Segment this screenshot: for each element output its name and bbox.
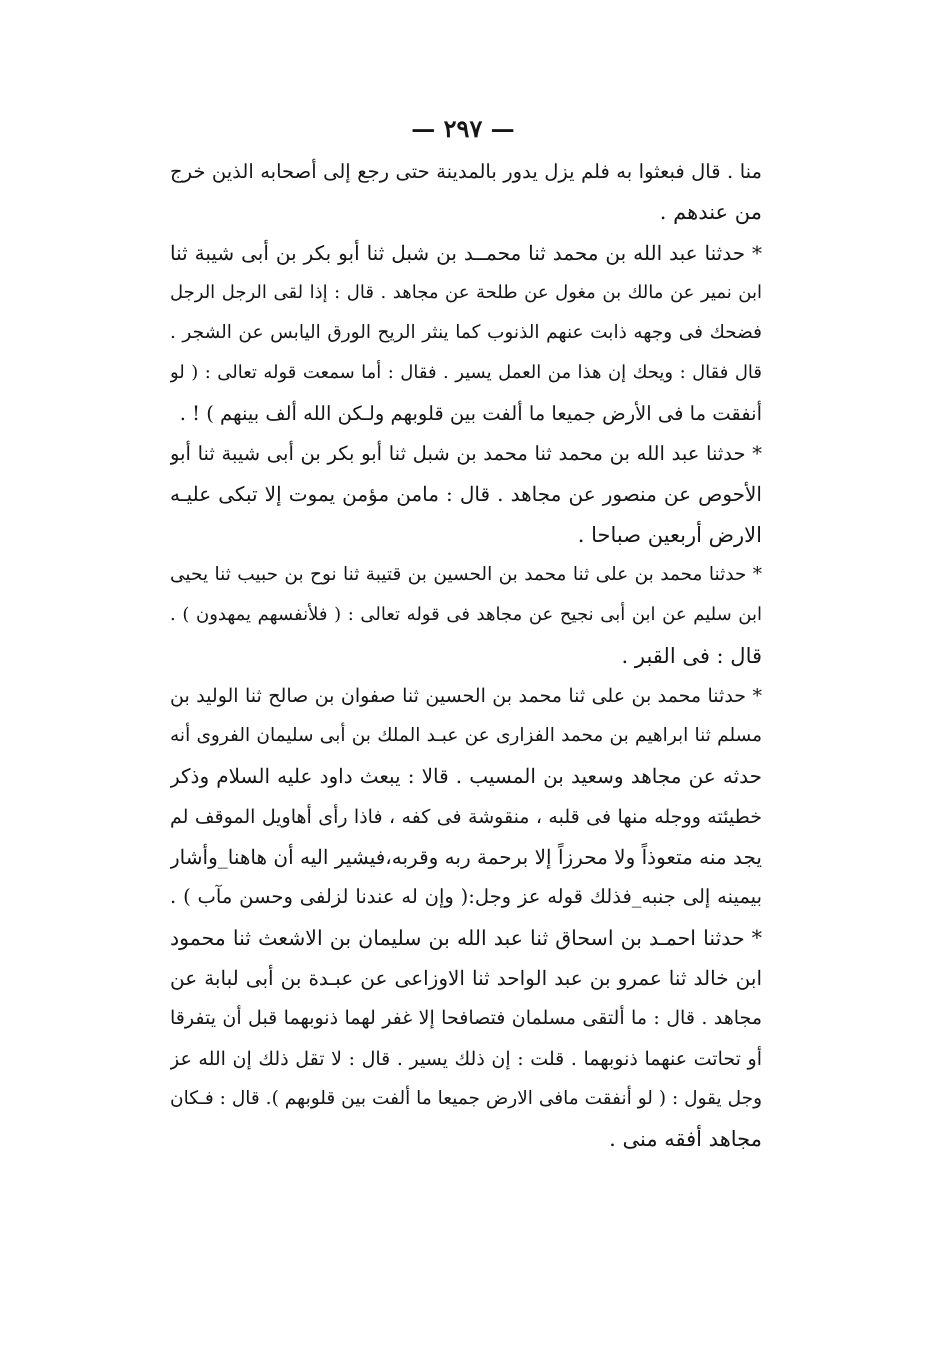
text-line: مجاهد . قال : ما ألتقى مسلمان فتصافحا إلا غفر لهما ذنوبهما قبل أن يتفرقا	[170, 1007, 762, 1030]
text-line: خطيئته ووجله منها فى قلبه ، منقوشة فى كفه ، فاذا رأى أهاويل الموقف لم	[170, 805, 762, 828]
page-number: — ٢٩٧ —	[411, 114, 515, 143]
text-line: بيمينه إلى جنبه_فذلك قوله عز وجل:( وإن له عندنا لزلفى وحسن مآب ) .	[170, 885, 762, 909]
text-line: أنفقت ما فى الأرض جميعا ما ألفت بين قلوبهم ولـكن الله ألف بينهم ) ! .	[179, 401, 762, 425]
text-line: * حدثنا محمد بن على ثنا محمد بن الحسين بن قتيبة ثنا نوح بن حبيب ثنا يحيى	[170, 563, 762, 585]
text-line: الأحوص عن منصور عن مجاهد . قال : مامن مؤمن يموت إلا تبكى عليـه	[170, 482, 762, 507]
text-line: أو تحاتت عنهما ذنوبهما . قلت : إن ذلك يسير . قال : لا تقل ذلك إن الله عز	[170, 1047, 762, 1070]
text-line: حدثه عن مجاهد وسعيد بن المسيب . قالا : يبعث داود عليه السلام وذكر	[170, 764, 762, 789]
text-body	[170, 152, 762, 1159]
text-line: * حدثنا عبد الله بن محمد ثنا محمــد بن شبل ثنا أبو بكر بن أبى شيبة ثنا	[170, 240, 762, 265]
text-line: ابن نمير عن مالك بن مغول عن طلحة عن مجاهد . قال : إذا لقى الرجل الرجل	[170, 281, 762, 303]
text-line: مجاهد أفقه منى .	[609, 1127, 762, 1152]
text-line: منا . قال فبعثوا به فلم يزل يدور بالمدينة حتى رجع إلى أصحابه الذين خرج	[170, 160, 762, 183]
text-line: فضحك فى وجهه ذابت عنهم الذنوب كما ينثر الريح الورق اليابس عن الشجر .	[170, 322, 762, 344]
text-line: الارض أربعين صباحا .	[577, 522, 762, 547]
text-line: يجد منه متعوذاً ولا محرزاً إلا برحمة ربه وقربه،فيشير اليه أن هاهنا_وأشار	[170, 845, 762, 870]
text-line: ابن خالد ثنا عمرو بن عبد الواحد ثنا الاوزاعى عن عبـدة بن أبى لبابة عن	[170, 965, 762, 990]
text-line: * حدثنا محمد بن على ثنا محمد بن الحسين ثنا صفوان بن صالح ثنا الوليد بن	[170, 684, 762, 707]
text-line: قال فقال : ويحك إن هذا من العمل يسير . فقال : أما سمعت قوله تعالى : ( لو	[170, 362, 762, 384]
text-line: من عندهم .	[659, 200, 762, 225]
text-line: قال : فى القبر .	[621, 643, 762, 668]
text-line: وجل يقول : ( لو أنفقت مافى الارض جميعا ما ألفت بين قلوبهم ). قال : فـكان	[170, 1087, 762, 1109]
text-line: ابن سليم عن ابن أبى نجيح عن مجاهد فى قوله تعالى : ( فلأنفسهم يمهدون ) .	[170, 604, 762, 626]
text-line: مسلم ثنا ابراهيم بن محمد الفزارى عن عبـد الملك بن أبى سليمان الفروى أنه	[170, 725, 762, 747]
text-line: * حدثنا عبد الله بن محمد ثنا محمد بن شبل ثنا أبو بكر بن أبى شيبة ثنا أبو	[170, 442, 762, 466]
text-line: * حدثنا احمـد بن اسحاق ثنا عبد الله بن سليمان بن الاشعث ثنا محمود	[170, 925, 762, 950]
